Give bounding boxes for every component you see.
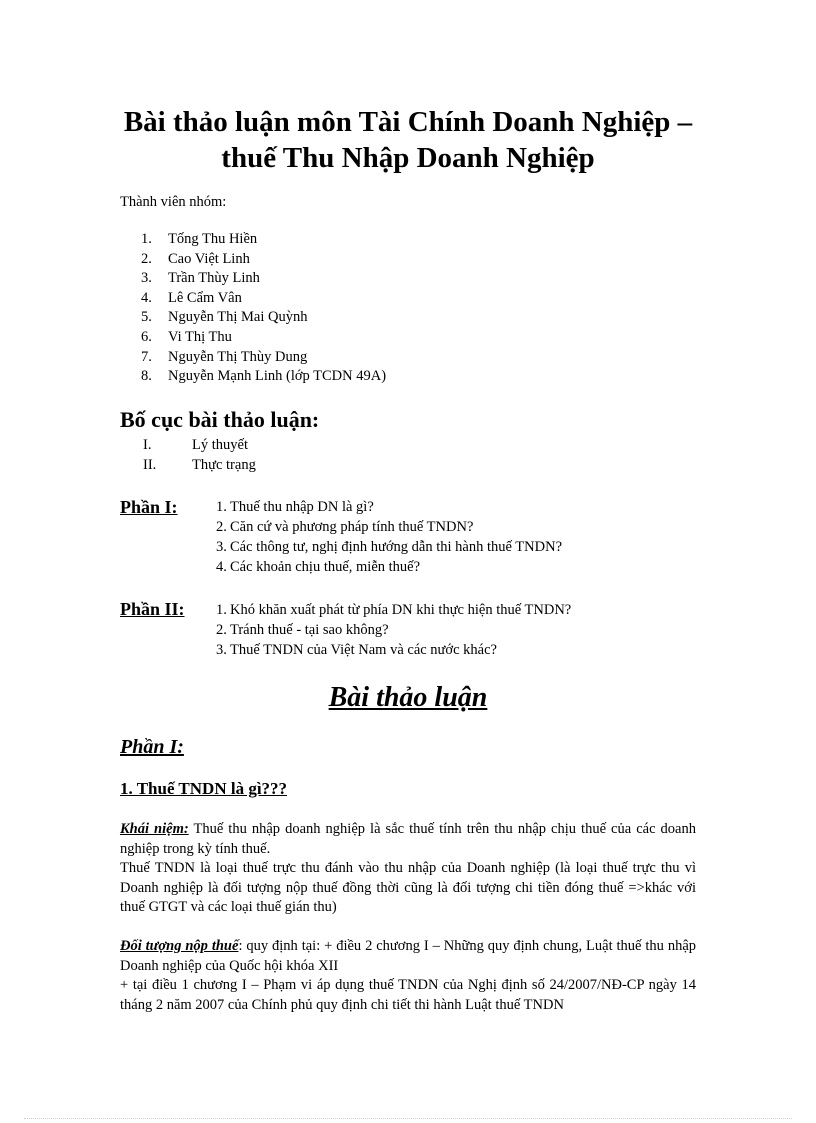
question-item xyxy=(216,640,571,660)
member-name: Lê Cẩm Vân xyxy=(168,289,242,306)
section-heading: 1. Thuế TNDN là gì??? xyxy=(120,779,288,798)
member-name: Trần Thùy Linh xyxy=(168,270,260,287)
members-heading: Thành viên nhóm: xyxy=(120,194,227,210)
member-number: 1. xyxy=(141,231,152,247)
member-item xyxy=(141,348,386,368)
outline-item xyxy=(143,435,256,455)
outline-label: Thực trạng xyxy=(192,457,256,473)
question-number: 4. xyxy=(216,559,227,575)
question-item xyxy=(216,600,571,620)
question-text: Thuế TNDN của Việt Nam và các nước khác? xyxy=(230,642,497,658)
concept-paragraph xyxy=(120,820,696,859)
concept-label: Khái niệm: xyxy=(120,821,189,837)
taxpayer-paragraph xyxy=(120,937,696,976)
member-item xyxy=(141,308,386,328)
question-item xyxy=(216,557,562,577)
question-text: Các khoản chịu thuế, miễn thuế? xyxy=(230,559,421,575)
member-number: 5. xyxy=(141,309,152,326)
question-number: 1. xyxy=(216,602,227,618)
question-text: Căn cứ và phương pháp tính thuế TNDN? xyxy=(230,519,474,535)
outline-heading: Bố cục bài thảo luận: xyxy=(120,407,320,432)
outline-list xyxy=(143,435,256,475)
question-item xyxy=(216,517,562,537)
taxpayer-label: Đối tượng nộp thuế xyxy=(120,938,239,954)
question-number: 1. xyxy=(216,499,227,515)
question-item xyxy=(216,620,571,640)
question-text: Thuế thu nhập DN là gì? xyxy=(230,499,374,515)
question-number: 3. xyxy=(216,642,227,658)
member-number: 7. xyxy=(141,348,152,365)
member-item xyxy=(141,367,386,387)
taxpayer-text: : quy định tại: + điều 2 chương I – Những quy định chung, Luật thuế thu nhập Doanh nghiệp của Quốc hội khóa XII xyxy=(120,938,696,974)
part2-label: Phần II: xyxy=(120,599,185,619)
concept-paragraph-2: Thuế TNDN là loại thuế trực thu đánh vào thu nhập của Doanh nghiệp (là loại thuế trực thu vì Doanh nghiệp là đối tượng nộp thuế đồng thời cũng là đối tượng chi tiền đóng thuế =>khác với thuế GTGT và các loại thuế gián thu) xyxy=(120,860,696,915)
member-item xyxy=(141,230,386,250)
member-number: 4. xyxy=(141,289,152,306)
question-text: Các thông tư, nghị định hướng dẫn thi hành thuế TNDN? xyxy=(230,539,563,555)
page-bottom-divider xyxy=(24,1118,792,1119)
member-item xyxy=(141,289,386,309)
part1-question-list xyxy=(216,497,562,577)
member-number: 2. xyxy=(141,250,152,267)
member-name: Nguyễn Thị Thùy Dung xyxy=(168,348,308,365)
outline-item xyxy=(143,455,256,475)
document-title-line-2: thuế Thu Nhập Doanh Nghiệp xyxy=(221,142,595,174)
outline-label: Lý thuyết xyxy=(192,437,248,453)
member-name: Nguyễn Thị Mai Quỳnh xyxy=(168,309,308,326)
part1-label: Phần I: xyxy=(120,497,178,517)
question-number: 3. xyxy=(216,539,227,555)
part2-question-list xyxy=(216,600,571,660)
member-item xyxy=(141,328,386,348)
taxpayer-paragraph-2: + tại điều 1 chương I – Phạm vi áp dụng thuế TNDN của Nghị định số 24/2007/NĐ-CP ngày 14 tháng 2 năm 2007 của Chính phủ quy định chi tiết thi hành Luật thuế TNDN xyxy=(120,977,696,1013)
member-name: Tống Thu Hiền xyxy=(168,231,258,247)
concept-text: Thuế thu nhập doanh nghiệp là sắc thuế tính trên thu nhập chịu thuế của các doanh nghiệp trong kỳ tính thuế. xyxy=(120,821,696,857)
member-name: Vi Thị Thu xyxy=(168,328,232,345)
member-item xyxy=(141,269,386,289)
document-title-line-1: Bài thảo luận môn Tài Chính Doanh Nghiệp – xyxy=(123,106,693,138)
question-text: Tránh thuế - tại sao không? xyxy=(230,622,389,638)
question-text: Khó khăn xuất phát từ phía DN khi thực hiện thuế TNDN? xyxy=(230,602,572,618)
member-number: 3. xyxy=(141,270,152,287)
member-name: Cao Việt Linh xyxy=(168,250,250,267)
question-item xyxy=(216,497,562,517)
question-number: 2. xyxy=(216,519,227,535)
member-item xyxy=(141,250,386,270)
members-list xyxy=(141,230,386,387)
outline-number: I. xyxy=(143,437,152,453)
question-item xyxy=(216,537,562,557)
question-number: 2. xyxy=(216,622,227,638)
discussion-title: Bài thảo luận xyxy=(328,682,488,713)
discussion-part-label: Phần I: xyxy=(120,736,184,758)
member-name: Nguyễn Mạnh Linh (lớp TCDN 49A) xyxy=(168,368,387,385)
outline-number: II. xyxy=(143,457,157,473)
member-number: 6. xyxy=(141,328,152,345)
member-number: 8. xyxy=(141,368,152,385)
